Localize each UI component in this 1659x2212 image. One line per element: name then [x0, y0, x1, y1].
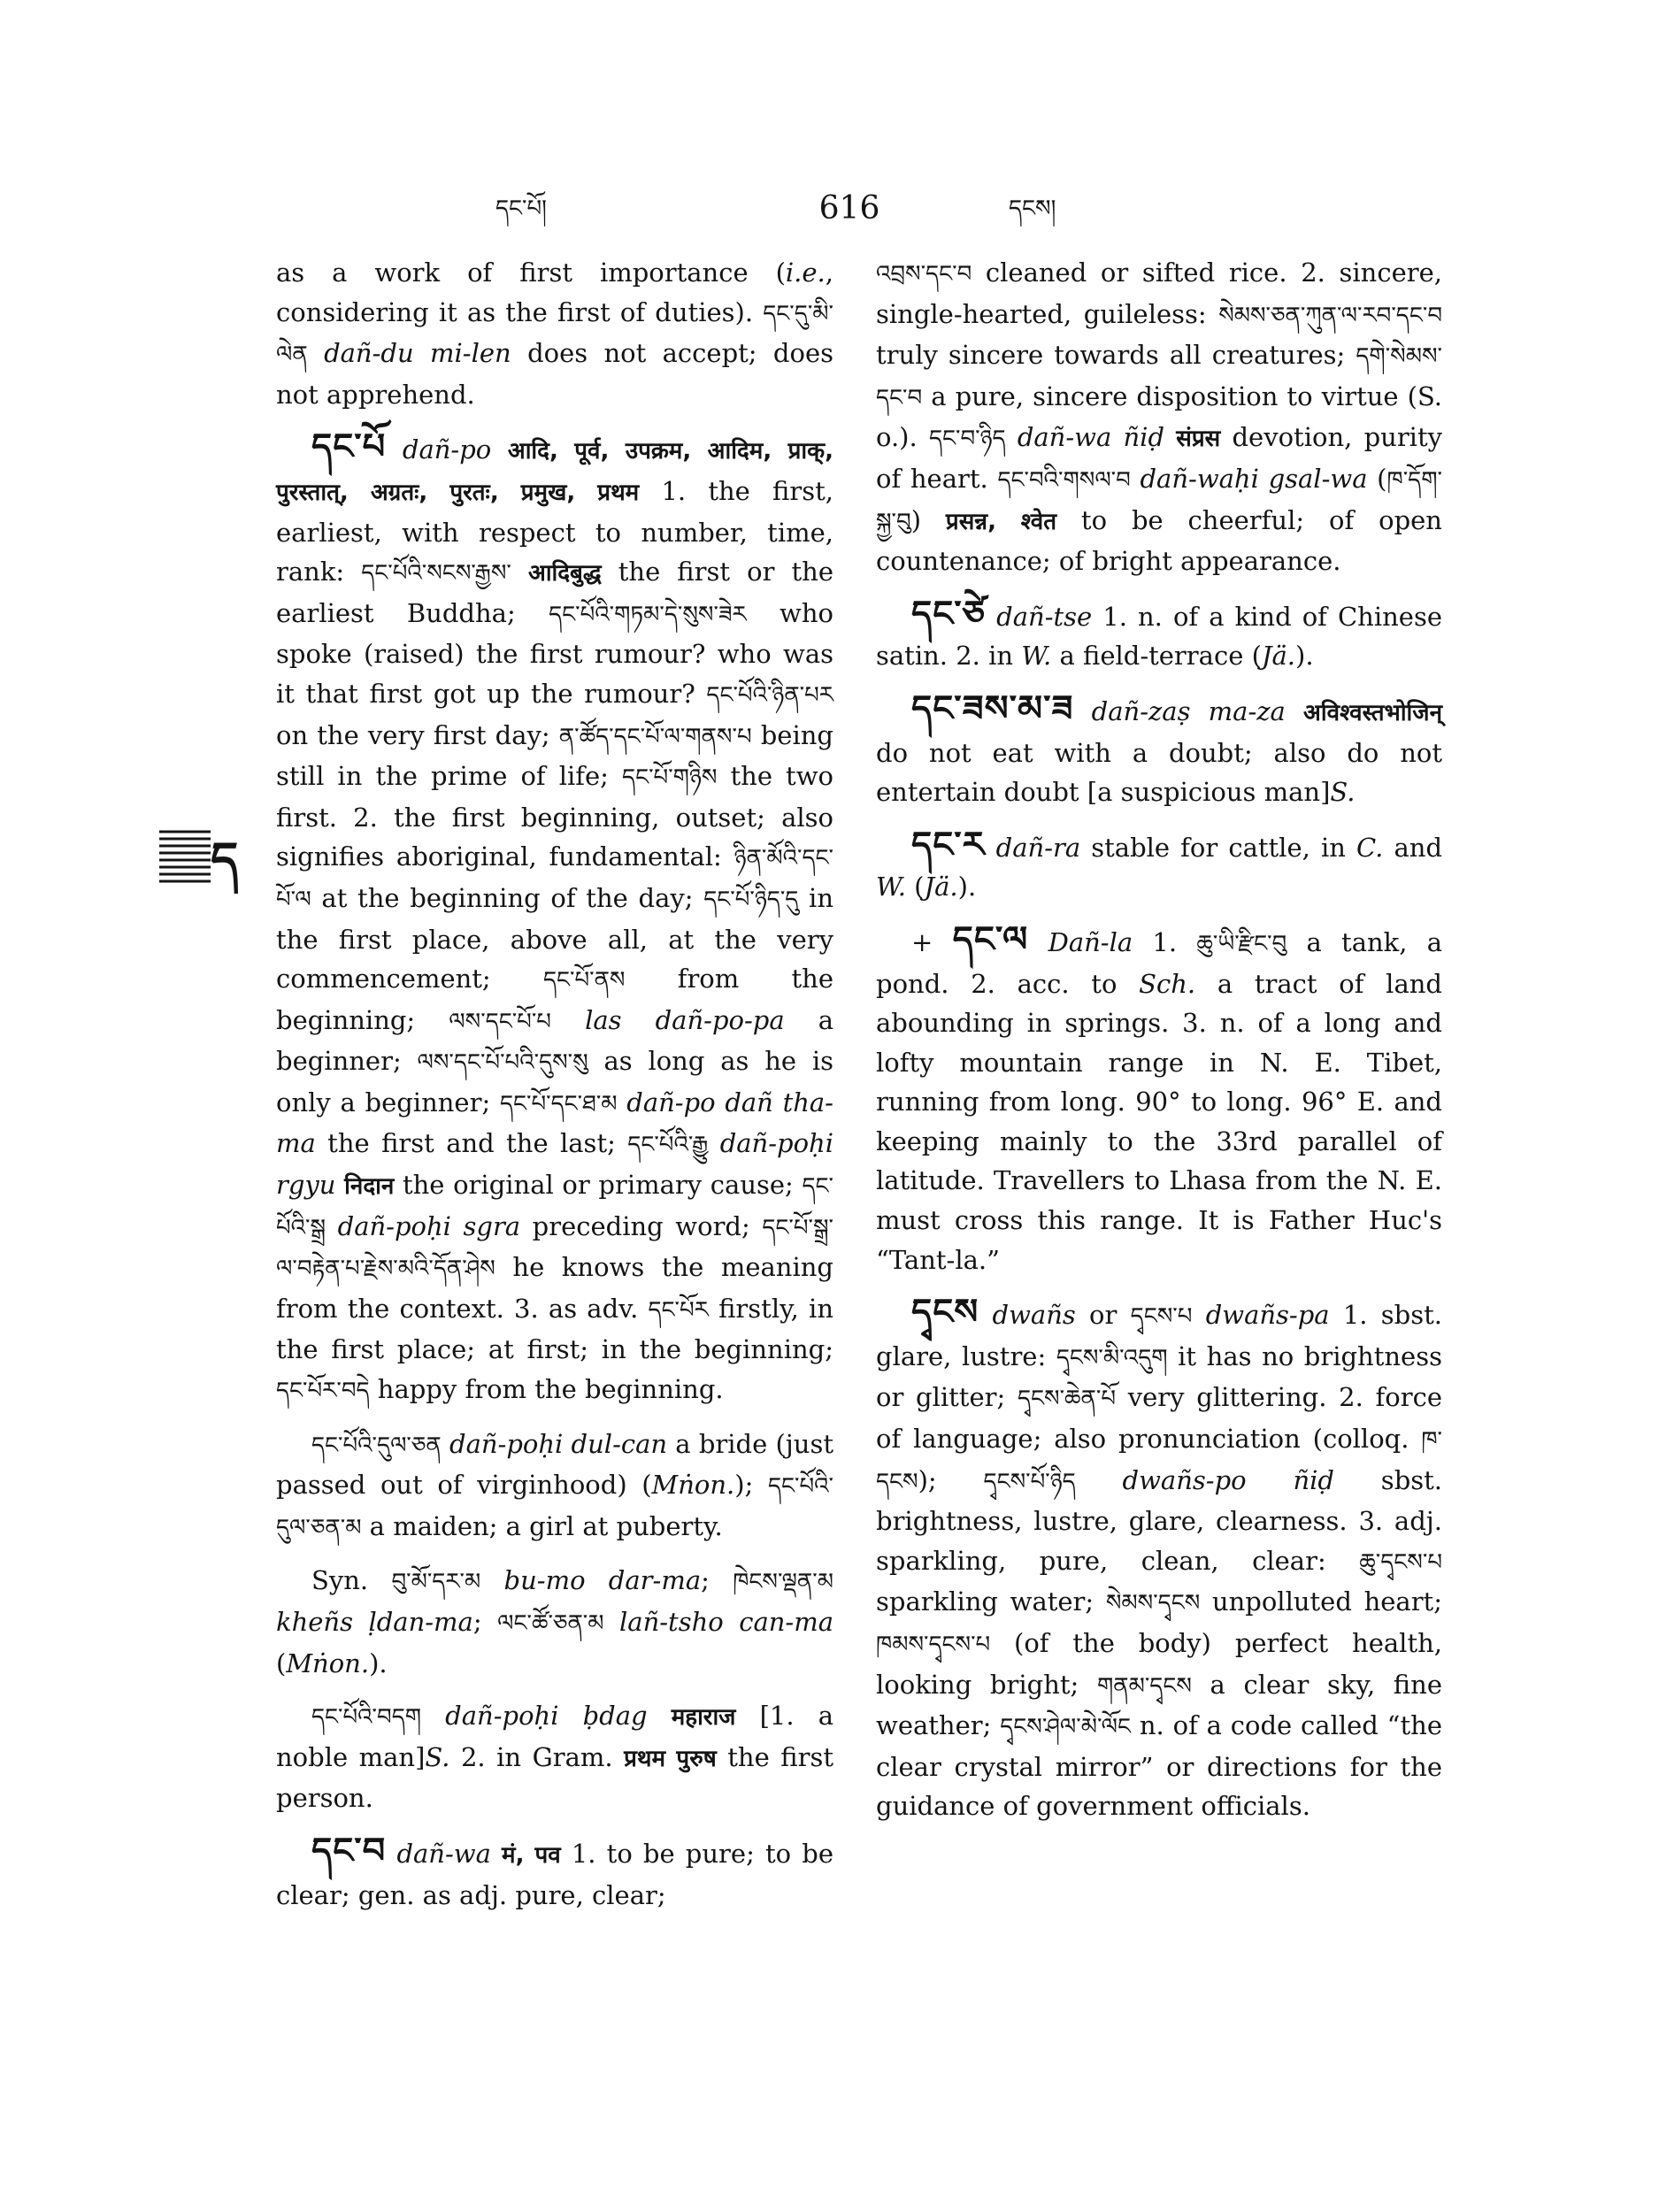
text-run: or	[1075, 1300, 1131, 1331]
text-run: in the first place, above all, at the very commencement;	[276, 882, 834, 995]
text-run: as a work of first importance (	[276, 257, 786, 288]
italic-term: dañ-poḥi dul-can	[449, 1428, 668, 1459]
tibetan-text: བུ་མོ་དར་མ	[391, 1569, 481, 1596]
tibetan-text: དྭངས་པོ་ཉིད	[983, 1468, 1076, 1495]
italic-term: dwañs	[992, 1300, 1076, 1331]
italic-term: dwañs-pa	[1205, 1300, 1330, 1331]
tibetan-text: དང་པོ་ཉིད་དུ	[703, 886, 799, 913]
text-run: ).	[369, 1647, 388, 1678]
text-run: a beginner;	[276, 1004, 833, 1077]
text-run: sbst. brightness, lustre, glare, clearness. 3. adj. sparkling, pure, clean, clear:	[876, 1464, 1443, 1576]
text-run: it has no brightness or glitter;	[876, 1340, 1442, 1413]
text-run: from the beginning;	[276, 964, 833, 1035]
tibetan-text: སེམས་ཅན་ཀུན་ལ་རབ་དང་བ	[1218, 302, 1442, 329]
tibetan-text: ཆུ་ཡི་རྫིང་བུ	[1196, 930, 1287, 957]
text-run: a tank, a pond. 2. acc. to	[876, 926, 1443, 999]
text-run: unpolluted heart;	[1200, 1586, 1442, 1617]
italic-term: bu-mo dar-ma	[503, 1565, 702, 1596]
text-run: a field-terrace (	[1051, 641, 1262, 672]
text-run: 1. sbst. glare, lustre:	[876, 1300, 1443, 1371]
text-run: 1. to be pure; to be clear; gen. as adj. pure, clear;	[276, 1838, 833, 1910]
sanskrit-text: प्रसन्न, श्वेत	[945, 508, 1057, 535]
italic-term: W.	[876, 872, 906, 902]
sanskrit-text: प्रथम पुरुष	[624, 1745, 717, 1772]
text-run: , considering it as the first of duties).	[276, 257, 833, 327]
italic-term: i.e.	[785, 257, 826, 288]
tibetan-text: དང་པོར་བདེ	[276, 1378, 370, 1405]
tibetan-text: དགེ་སེམས་དང་བ	[876, 343, 1442, 411]
running-head-left: དང་པོ།	[495, 196, 547, 222]
entry-continuation	[276, 253, 833, 414]
tibetan-text: དང་པོ་སྒྲ་ལ་བརྟེན་པ་རྗེས་མའི་དོན་ཤེས	[276, 1214, 833, 1283]
tibetan-text: ལང་ཚོ་ཅན་མ	[497, 1610, 604, 1637]
entry-dan-ra	[876, 826, 1442, 907]
headword: དང་ཟས་མ་ཟ	[911, 687, 1074, 729]
tibetan-text: དང་པོའི་དུལ་ཅན	[311, 1432, 442, 1459]
italic-term: C.	[1356, 832, 1384, 863]
sanskrit-text: महाराज	[671, 1704, 736, 1732]
tibetan-text: དང་པོ་གཉིས	[622, 764, 718, 792]
sanskrit: आदि, पूर्व, उपक्रम, आदिम, प्राक्, पुरस्तात्, अग्रतः, पुरतः, प्रमुख, प्रथम	[276, 438, 834, 506]
text-run: Syn.	[311, 1565, 392, 1596]
tibetan-text: དང་པོའི་ཉིན་པར	[706, 681, 833, 709]
italic-term: dañ-du mi-len	[324, 338, 511, 369]
italic-term: Dañ-la	[1048, 926, 1133, 957]
text-run: very glittering. 2. force of language; also pronunciation (colloq.	[876, 1382, 1442, 1455]
tibetan-text: ཉིན་མོའི་དང་པོ་ལ	[276, 845, 833, 913]
romanization: dañ-po	[402, 434, 492, 465]
text-run: stable for cattle, in	[1080, 832, 1356, 863]
italic-term: dañ-poḥi ḅdag	[445, 1701, 648, 1732]
text-run: (	[276, 1647, 287, 1678]
text-run: ).	[957, 872, 977, 902]
tibetan-text: གནམ་དྭངས	[1096, 1672, 1192, 1700]
italic-term: dwañs-po ñiḍ	[1122, 1464, 1334, 1495]
text-run: 1. n. of a kind of Chinese satin. 2. in	[876, 601, 1443, 672]
italic-term: Mṅon.	[651, 1470, 735, 1501]
text-run: );	[918, 1464, 984, 1495]
tibetan-text: ལས་དང་པོ་པའི་དུས་སུ	[417, 1049, 588, 1077]
cross-mark: +	[911, 926, 933, 957]
text-run: who spoke (raised) the first rumour? who was it that first got up the rumour?	[276, 597, 833, 709]
tibetan-text: ན་ཚོད་དང་པོ་ལ་གནས་པ	[558, 723, 752, 750]
text-run: and	[1383, 832, 1443, 863]
text-run: (	[905, 872, 925, 902]
italic-term: dañ-wa ñiḍ	[1017, 422, 1165, 453]
headword: དྭངས	[911, 1292, 979, 1333]
italic-term: las dañ-po-pa	[585, 1004, 785, 1035]
italic-term: dañ-poḥi sgra	[337, 1210, 521, 1241]
tibetan-text: དང་པོའི་རྒྱུ	[627, 1132, 709, 1159]
text-run: to be cheerful; of open countenance; of bright appearance.	[876, 504, 1442, 577]
text-run: 2. in Gram.	[449, 1741, 625, 1772]
text-run: n. of a code called “the clear crystal mirror” or directions for the guidance of government officials.	[876, 1710, 1442, 1822]
tibetan-text: ཁམས་དྭངས་པ	[876, 1632, 991, 1658]
text-run: being still in the prime of life;	[276, 719, 833, 792]
tibetan-text: དང་པོའི་དུལ་ཅན་མ	[276, 1473, 833, 1541]
right-column	[876, 253, 1442, 1839]
entry-dan-la	[876, 920, 1442, 1279]
headword: དང་ལ	[952, 918, 1029, 960]
text-run: happy from the beginning.	[369, 1374, 724, 1405]
tibetan-text: དྭངས་པ	[1130, 1303, 1193, 1331]
left-column	[276, 253, 833, 1928]
entry-dan-wa	[276, 1832, 833, 1915]
sanskrit-text: आदिबुद्ध	[527, 560, 602, 588]
italic-term: S.	[1330, 777, 1356, 808]
sanskrit-text: संप्रस	[1176, 426, 1221, 453]
tibetan-text: ཁ་དོག་སྐྱ་བུ	[876, 466, 1442, 535]
text-run: (	[1367, 463, 1387, 494]
text-run: sparkling water;	[876, 1586, 1106, 1617]
italic-term: Mṅon.	[286, 1647, 370, 1678]
tibetan-text: དང་པོར	[648, 1296, 709, 1324]
margin-glyph: ད	[211, 832, 239, 887]
tibetan-text: ཁ་དངས	[876, 1427, 1442, 1495]
page-number: 616	[818, 190, 880, 227]
text-run: he knows the meaning from the context. 3. as adv.	[276, 1252, 833, 1324]
tibetan-text: དང་པོའི་བདག	[311, 1704, 422, 1732]
hatched-letter-icon	[157, 823, 239, 894]
entry-dan-po	[276, 427, 833, 1410]
tibetan-text: དྭངས་ཆེན་པོ	[1017, 1386, 1117, 1413]
tibetan-text: དྭངས་མི་འདུག	[1056, 1344, 1168, 1371]
text-run: does not accept; does not apprehend.	[276, 338, 833, 410]
text-run: devotion, purity of heart.	[876, 422, 1442, 494]
running-head-right: དངས།	[1009, 196, 1056, 222]
tibetan-text: དང་པོའི་སངས་རྒྱས་	[361, 560, 511, 588]
tibetan-text: ལས་དང་པོ་པ	[449, 1008, 551, 1035]
tibetan-text: དང་པོ་ནས	[542, 967, 626, 995]
text-run: (of the body) perfect health, looking bright;	[876, 1628, 1442, 1700]
headword: དང་ར	[911, 824, 986, 865]
italic-term: dañ-waḥi gsal-wa	[1140, 463, 1368, 494]
text-run: the first and the last;	[315, 1128, 628, 1159]
tibetan-text: དང་བའི་གསལ་བ	[997, 466, 1131, 494]
italic-term: dañ-wa	[396, 1838, 491, 1869]
headword: དང་ཙེ	[911, 593, 987, 634]
headword: དང་བ	[311, 1830, 387, 1871]
text-run: the first or the earliest Buddha;	[276, 557, 833, 628]
tibetan-text: ཁེངས་ལྡན་མ	[733, 1569, 833, 1596]
italic-term: Jä.	[924, 872, 958, 902]
text-run: preceding word;	[520, 1210, 763, 1241]
text-run: [1. a noble man]	[276, 1701, 833, 1772]
text-run: firstly, in the first place; at first; in the beginning;	[276, 1293, 833, 1365]
text-run: ;	[701, 1565, 733, 1596]
entry-dan-pohi-bdag	[276, 1696, 833, 1818]
text-run: ).	[1295, 641, 1314, 672]
tibetan-text: འབྲས་དང་བ	[876, 261, 972, 288]
italic-term: dañ-ra	[995, 832, 1081, 863]
italic-term: Jä.	[1261, 641, 1296, 672]
tibetan-text: དང་དུ་མི་ལེན	[276, 300, 833, 369]
text-run: )	[910, 504, 946, 535]
italic-term: dañ-tse	[996, 601, 1093, 632]
text-run: a pure, sincere disposition to virtue (S. o.).	[876, 380, 1442, 453]
italic-term: W.	[1021, 641, 1052, 672]
entry-synonyms	[276, 1561, 833, 1683]
entry-dwans	[876, 1293, 1442, 1826]
text-run: 1.	[1133, 926, 1197, 957]
tibetan-text: སེམས་དྭངས	[1105, 1590, 1201, 1617]
text-run: do not eat with a doubt; also do not entertain doubt [a suspicious man]	[876, 737, 1442, 808]
italic-term: lañ-tsho can-ma	[619, 1607, 833, 1637]
italic-term: Sch.	[1139, 968, 1196, 999]
tibetan-text: དང་པོ་དང་ཐ་མ	[499, 1090, 618, 1118]
text-run: a clear sky, fine weather;	[876, 1669, 1442, 1741]
text-run: the two first. 2. the first beginning, outset; also signifies aboriginal, fundamental:	[276, 761, 833, 872]
text-run: 1. the first, earliest, with respect to number, time, rank:	[276, 475, 833, 588]
text-run: the original or primary cause;	[394, 1170, 803, 1201]
text-run: the first person.	[276, 1741, 834, 1814]
text-run: );	[734, 1470, 768, 1501]
entry-dan-tse	[876, 595, 1442, 676]
text-run: a bride (just passed out of virginhood) (	[276, 1428, 833, 1501]
sanskrit-text: अविश्वस्तभोजिन्	[1303, 699, 1443, 726]
italic-term: dañ-zaṣ ma-za	[1091, 695, 1286, 726]
tibetan-text: དང་བ་ཉིད	[928, 426, 1006, 453]
sanskrit-text: निदान	[344, 1173, 395, 1201]
tibetan-text: དང་པོའི་གཏམ་དེ་སུས་ཟེར	[549, 601, 747, 628]
tibetan-text: ཆུ་དྭངས་པ	[1359, 1548, 1442, 1576]
text-run: a maiden; a girl at puberty.	[361, 1510, 723, 1541]
text-run: on the very first day;	[276, 719, 559, 750]
sanskrit-text: मं, पव	[502, 1841, 561, 1869]
text-run: as long as he is only a beginner;	[276, 1046, 833, 1118]
text-run: ;	[472, 1607, 498, 1637]
tibetan-text: དྭངས་ཤེལ་མེ་ལོང	[1000, 1714, 1132, 1741]
text-run: cleaned or sifted rice. 2. sincere, single-hearted, guileless:	[876, 257, 1442, 329]
tibetan-text: དང་པོའི་སྒྲ	[276, 1173, 834, 1241]
italic-term: dañ-po dañ tha-ma	[276, 1087, 833, 1159]
text-run: at the beginning of the day;	[311, 882, 704, 913]
text-run: truly sincere towards all creatures;	[876, 340, 1356, 371]
italic-term: kheñs ḷdan-ma	[276, 1607, 473, 1637]
headword: དང་པོ	[311, 426, 387, 468]
text-run: a tract of land abounding in springs. 3. n. of a long and lofty mountain range in N. E. Tibet, running from long. 90° to long. 96° E. and keeping mainly to the 33rd parallel of latitude. Travellers to Lhasa from the N. E. must cross this range. It is Father Huc's “Tant-la.”	[876, 968, 1442, 1275]
italic-term: dañ-poḥi rgyu	[276, 1128, 833, 1201]
entry-dan-wa-continued	[876, 253, 1442, 581]
entry-dan-zas-ma-za	[876, 689, 1442, 812]
italic-term: S.	[425, 1741, 450, 1772]
entry-dan-pohi-dul-can	[276, 1425, 833, 1548]
